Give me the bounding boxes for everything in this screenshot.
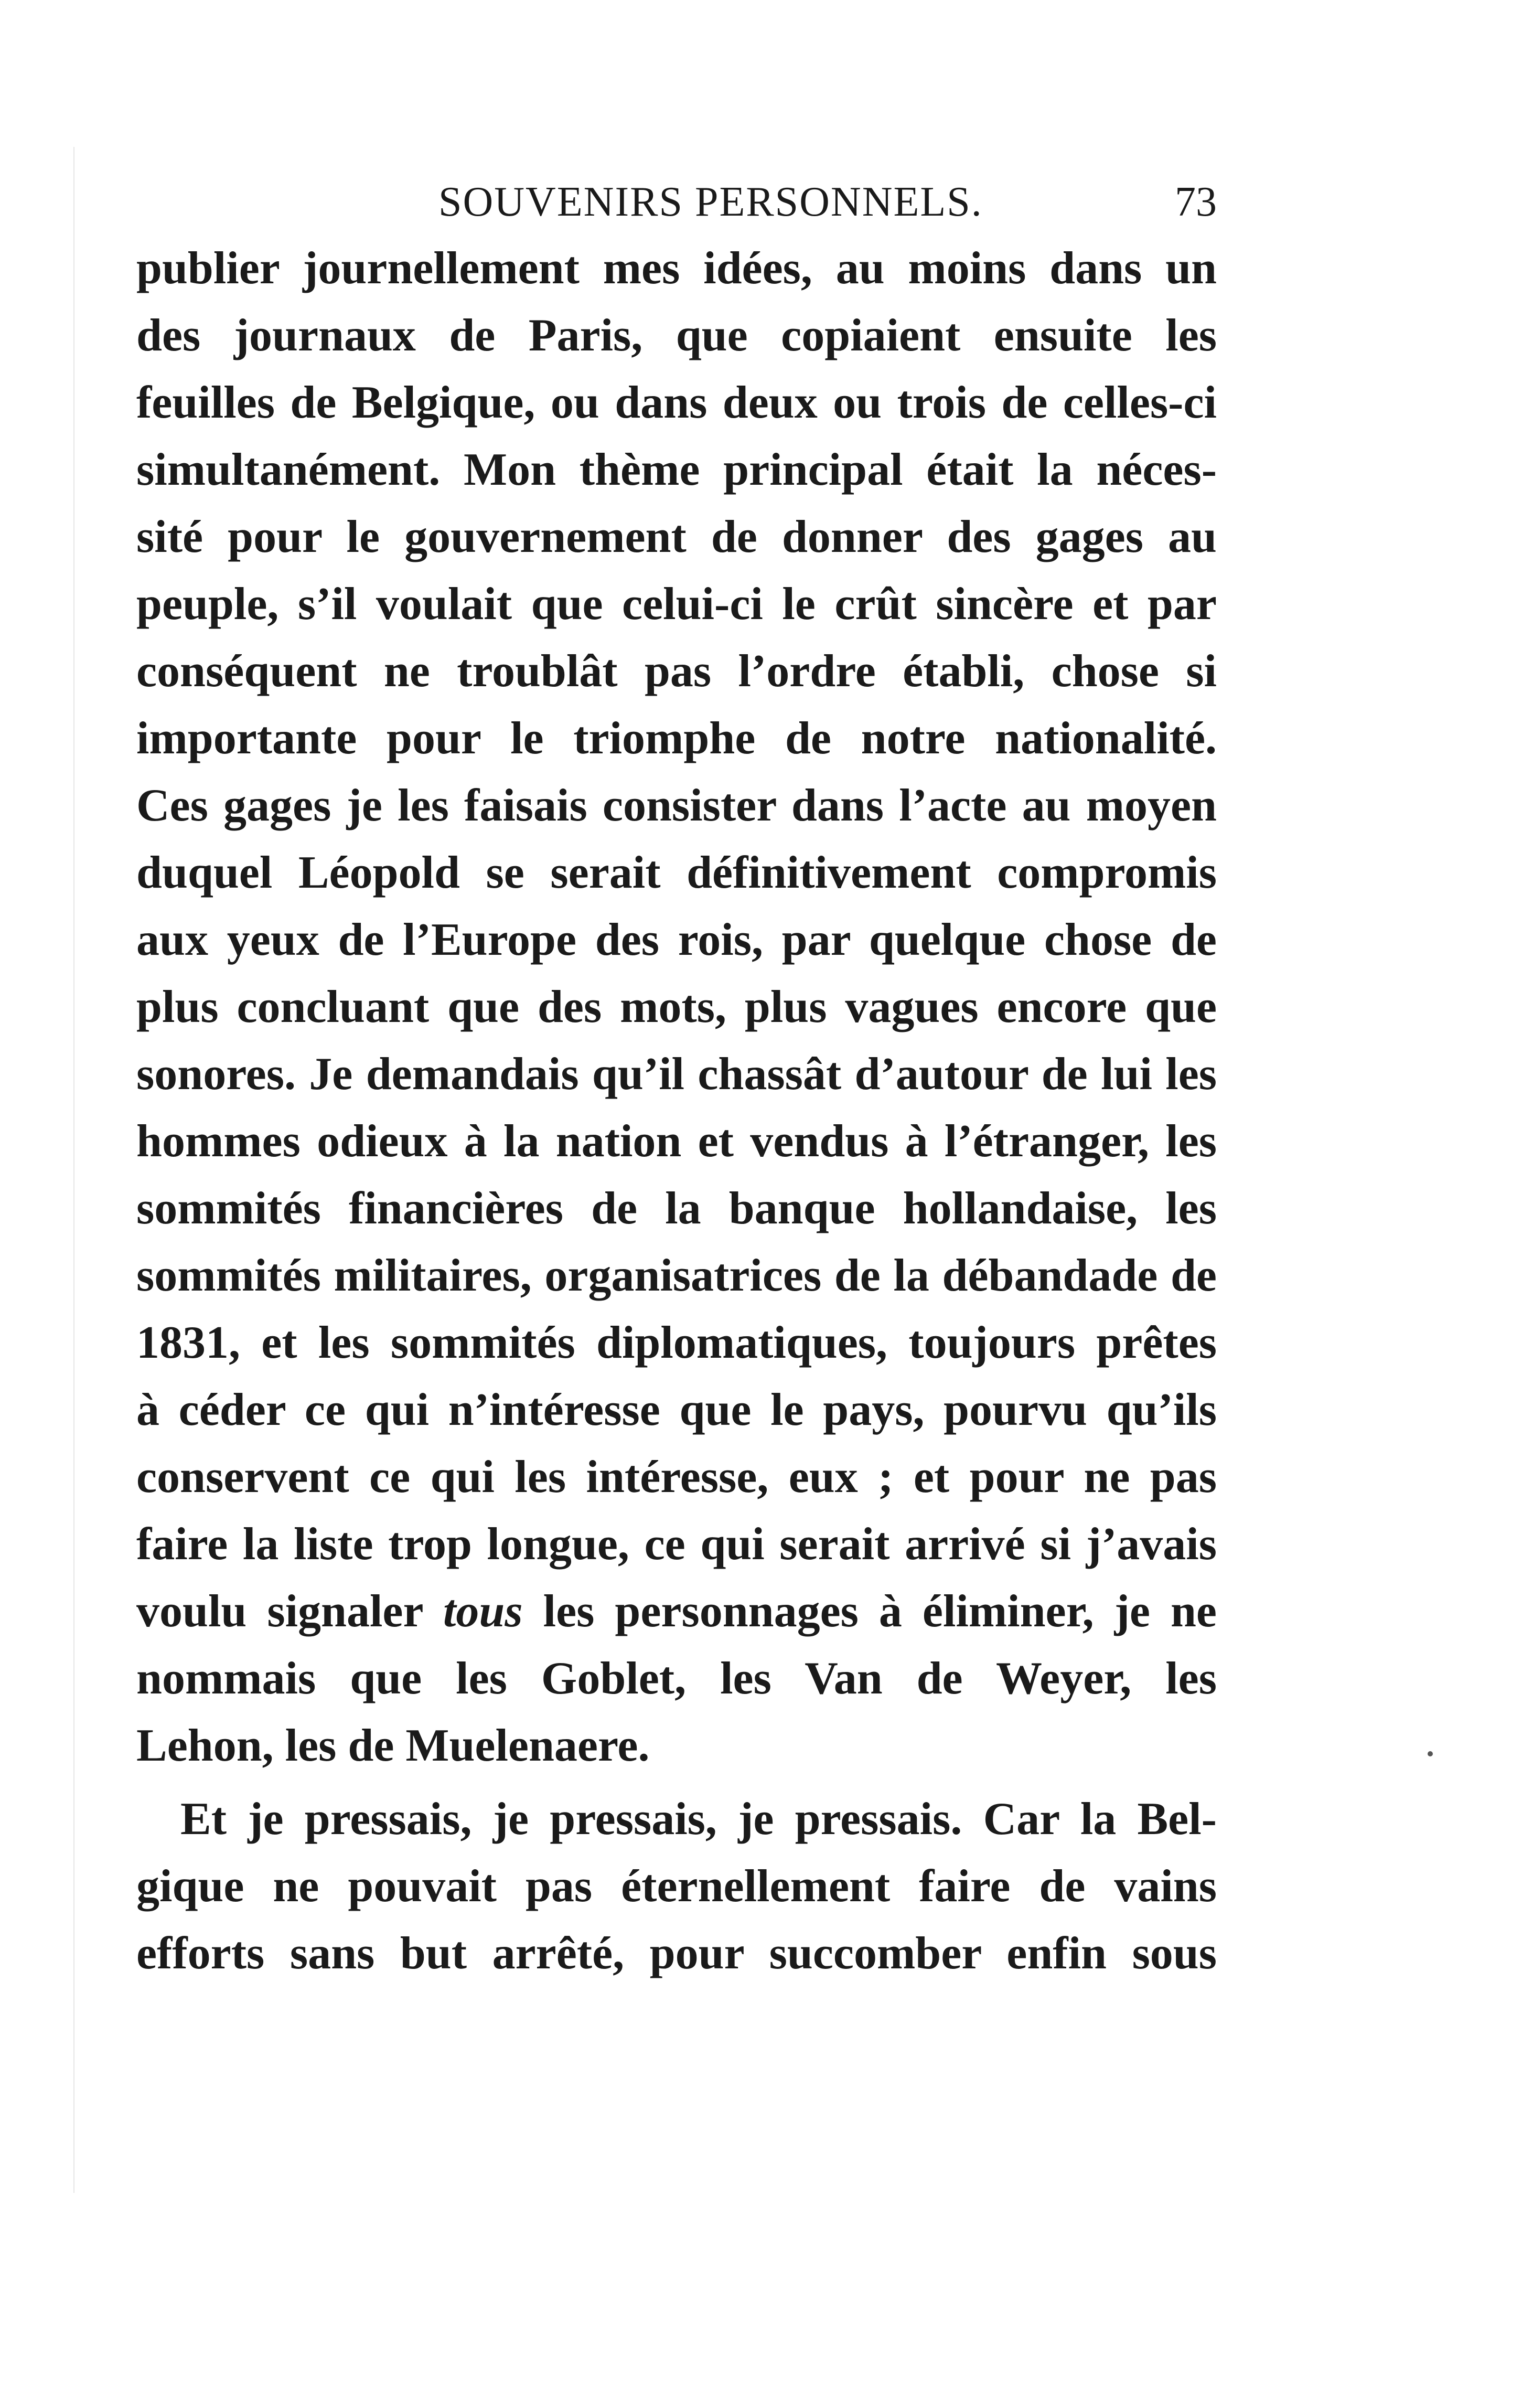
ink-speck <box>1428 1751 1433 1756</box>
text-line: feuilles de Belgique, ou dans deux ou trois de celles-ci <box>136 377 1217 428</box>
running-title: SOUVENIRS PERSONNELS. <box>438 179 983 225</box>
text-line: sommités militaires, organisatrices de la débandade de <box>136 1250 1217 1301</box>
page-fold-shadow <box>73 147 74 2193</box>
running-header <box>136 173 1217 231</box>
text-line: Ces gages je les faisais consister dans l’acte au moyen <box>136 780 1217 831</box>
text-line: faire la liste trop longue, ce qui serait arrivé si j’avais <box>136 1519 1217 1570</box>
text-line: sité pour le gouvernement de donner des gages au <box>136 512 1217 562</box>
text-line-paragraph-end: Lehon, les de Muelenaere. <box>136 1720 650 1771</box>
text-line: plus concluant que des mots, plus vagues encore que <box>136 982 1217 1032</box>
emphasized-word: tous <box>443 1586 523 1637</box>
text-line: peuple, s’il voulait que celui-ci le crût sincère et par <box>136 579 1217 630</box>
text-line: conservent ce qui les intéresse, eux ; et pour ne pas <box>136 1452 1217 1503</box>
body-text <box>136 235 1217 1987</box>
text-line: publier journellement mes idées, au moins dans un <box>136 243 1217 294</box>
text-line: nommais que les Goblet, les Van de Weyer, les <box>136 1653 1217 1704</box>
text-line-paragraph-start: Et je pressais, je pressais, je pressais. Car la Bel- <box>180 1794 1217 1845</box>
page-number: 73 <box>1175 179 1217 225</box>
text-segment: les personnages à éliminer, je ne <box>522 1586 1217 1637</box>
text-line: sommités financières de la banque hollandaise, les <box>136 1183 1217 1234</box>
text-line: conséquent ne troublât pas l’ordre établi, chose si <box>136 646 1217 697</box>
text-line: efforts sans but arrêté, pour succomber enfin sous <box>136 1928 1217 1979</box>
text-line: simultanément. Mon thème principal était la néces- <box>136 444 1217 495</box>
text-line: des journaux de Paris, que copiaient ensuite les <box>136 310 1217 361</box>
text-line: hommes odieux à la nation et vendus à l’étranger, les <box>136 1116 1217 1167</box>
text-segment: voulu signaler <box>136 1586 443 1637</box>
text-line: sonores. Je demandais qu’il chassât d’autour de lui les <box>136 1049 1217 1100</box>
text-line: importante pour le triomphe de notre nationalité. <box>136 713 1217 764</box>
text-line: gique ne pouvait pas éternellement faire de vains <box>136 1861 1217 1912</box>
paragraph-gap <box>136 1780 1217 1786</box>
text-line: à céder ce qui n’intéresse que le pays, pourvu qu’ils <box>136 1384 1217 1435</box>
text-line: aux yeux de l’Europe des rois, par quelque chose de <box>136 914 1217 965</box>
text-line: 1831, et les sommités diplomatiques, toujours prêtes <box>136 1317 1217 1368</box>
text-line: duquel Léopold se serait définitivement compromis <box>136 847 1217 898</box>
text-line-with-emphasis <box>136 1578 1217 1645</box>
